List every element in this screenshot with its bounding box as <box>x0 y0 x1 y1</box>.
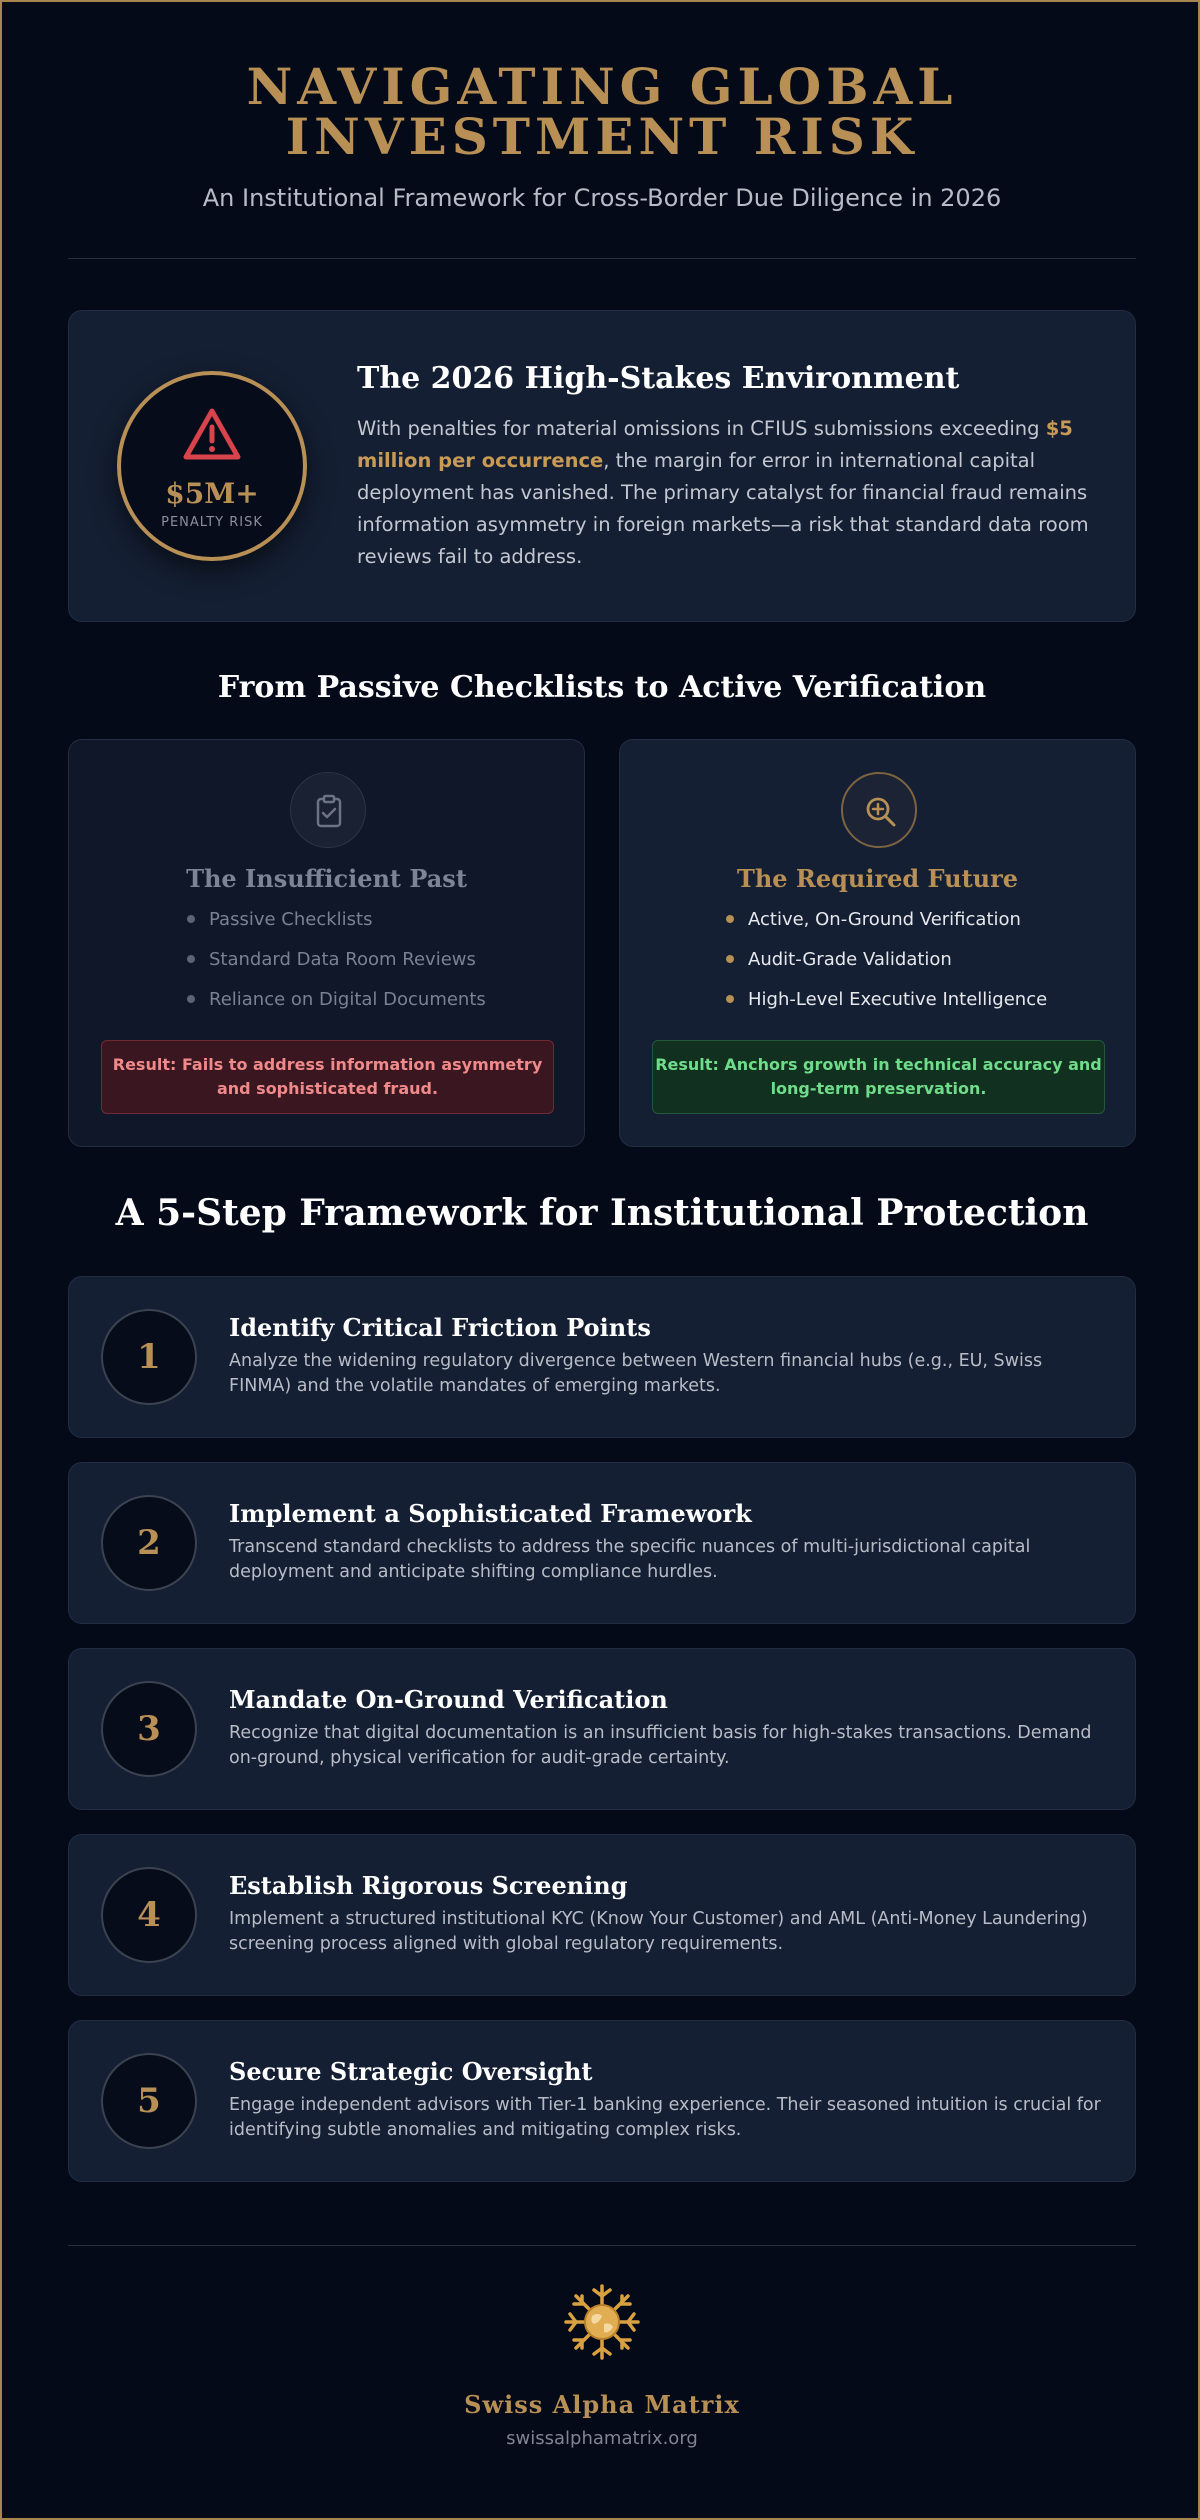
step-title: Identify Critical Friction Points <box>229 1313 651 1342</box>
future-result: Result: Anchors growth in technical accuracy and long-term preservation. <box>652 1040 1105 1114</box>
step-title: Secure Strategic Oversight <box>229 2057 593 2086</box>
penalty-badge <box>117 371 307 561</box>
header <box>2 57 1200 212</box>
step-card <box>68 1462 1136 1624</box>
future-title: The Required Future <box>736 864 1019 893</box>
penalty-label: PENALTY RISK <box>161 515 263 530</box>
clipboard-check-icon <box>311 793 347 829</box>
environment-title: The 2026 High-Stakes Environment <box>357 361 960 396</box>
globe-snowflake-logo <box>552 2282 652 2362</box>
environment-body-lead: With penalties for material omissions in CFIUS submissions exceeding <box>357 417 1046 440</box>
brand-name: Swiss Alpha Matrix <box>464 2390 740 2419</box>
past-icon-circle <box>290 772 366 848</box>
future-item: High-Level Executive Intelligence <box>726 986 1047 1026</box>
past-item: Reliance on Digital Documents <box>187 986 486 1026</box>
step-description: Transcend standard checklists to address the specific nuances of multi-jurisdictional capital deployment and anticipate shifting compliance hurdles. <box>229 1537 1031 1582</box>
step-number: 1 <box>101 1309 197 1405</box>
past-list <box>187 906 486 1026</box>
header-divider <box>68 258 1136 259</box>
step-number: 5 <box>101 2053 197 2149</box>
step-description: Analyze the widening regulatory divergence between Western financial hubs (e.g., EU, Swiss FINMA) and the volatile mandates of emerging markets. <box>229 1351 1043 1396</box>
penalty-value: $5M+ <box>165 477 259 510</box>
step-number: 2 <box>101 1495 197 1591</box>
environment-body-rest: , the margin for error in international capital deployment has vanished. The primary catalyst for financial fraud remains information asymmetry in foreign markets—a risk that standard data room reviews fail to address. <box>357 449 1089 568</box>
environment-card <box>68 310 1136 622</box>
past-item: Standard Data Room Reviews <box>187 946 486 986</box>
future-icon-circle <box>841 772 917 848</box>
step-description: Implement a structured institutional KYC (Know Your Customer) and AML (Anti-Money Laundering) screening process aligned with global regulatory requirements. <box>229 1909 1088 1954</box>
step-card <box>68 1276 1136 1438</box>
step-number: 3 <box>101 1681 197 1777</box>
past-item: Passive Checklists <box>187 906 486 946</box>
future-item: Active, On-Ground Verification <box>726 906 1047 946</box>
step-title: Mandate On-Ground Verification <box>229 1685 668 1714</box>
step-title: Implement a Sophisticated Framework <box>229 1499 752 1528</box>
brand-url[interactable]: swissalphamatrix.org <box>506 2428 698 2449</box>
step-description: Recognize that digital documentation is an insufficient basis for high-stakes transactions. Demand on-ground, physical verification for audit-grade certainty. <box>229 1723 1092 1768</box>
step-number: 4 <box>101 1867 197 1963</box>
warning-triangle-icon <box>182 407 242 463</box>
past-title: The Insufficient Past <box>186 864 467 893</box>
framework-title: A 5-Step Framework for Institutional Protection <box>115 1192 1089 1234</box>
step-card <box>68 1648 1136 1810</box>
comparison-title: From Passive Checklists to Active Verification <box>217 670 987 705</box>
step-card <box>68 2020 1136 2182</box>
step-description: Engage independent advisors with Tier-1 banking experience. Their seasoned intuition is crucial for identifying subtle anomalies and mitigating complex risks. <box>229 2095 1101 2140</box>
future-list <box>726 906 1047 1026</box>
past-result: Result: Fails to address information asymmetry and sophisticated fraud. <box>101 1040 554 1114</box>
magnifier-plus-icon <box>863 794 899 830</box>
page-subtitle: An Institutional Framework for Cross-Border Due Diligence in 2026 <box>202 184 1002 212</box>
step-card <box>68 1834 1136 1996</box>
environment-body <box>357 413 1097 573</box>
page-title: NAVIGATING GLOBAL INVESTMENT RISK <box>246 57 958 166</box>
future-item: Audit-Grade Validation <box>726 946 1047 986</box>
past-card <box>68 739 585 1147</box>
step-title: Establish Rigorous Screening <box>229 1871 628 1900</box>
future-card <box>619 739 1136 1147</box>
environment-body-highlight: $5 million per occurrence <box>357 417 1073 472</box>
footer-divider <box>68 2245 1136 2246</box>
